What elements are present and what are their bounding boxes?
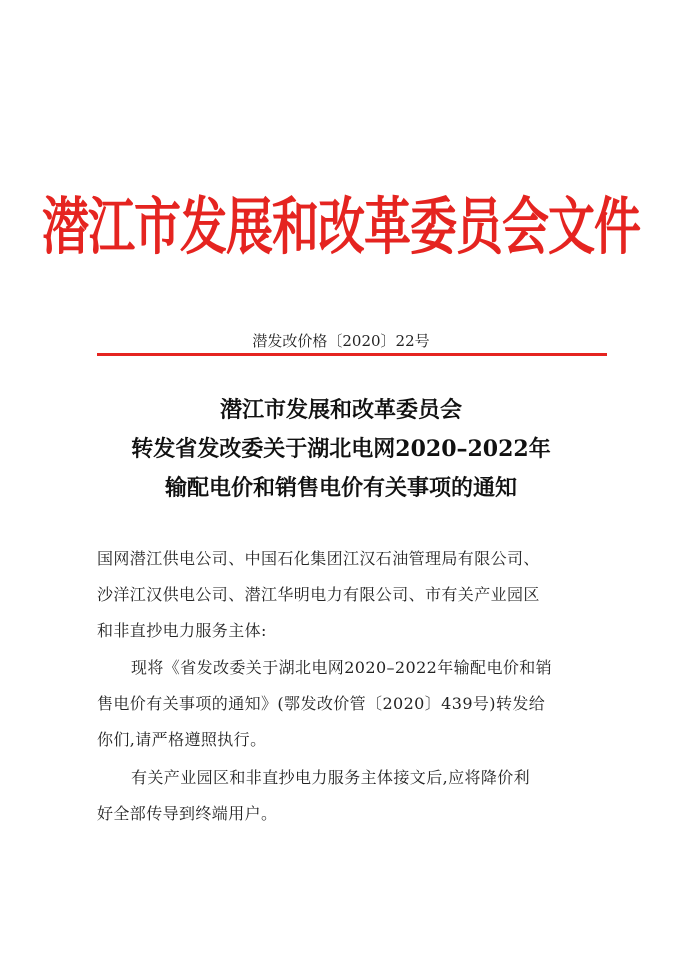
- body-paragraph-1-line-3: 你们,请严格遵照执行。: [97, 730, 267, 749]
- issuer-header: 潜江市发展和改革委员会文件: [42, 191, 640, 264]
- body-line-recipients-3: 和非直抄电力服务主体:: [97, 621, 267, 640]
- title-line-2: 转发省发改委关于湖北电网2020–2022年: [131, 436, 551, 462]
- document-number: 潜发改价格〔2020〕22号: [252, 332, 430, 350]
- body-line-recipients-1: 国网潜江供电公司、中国石化集团江汉石油管理局有限公司、: [97, 549, 540, 568]
- title-line-1: 潜江市发展和改革委员会: [219, 397, 462, 423]
- body-paragraph-1-line-1: 现将《省发改委关于湖北电网2020–2022年输配电价和销: [131, 658, 553, 677]
- body-line-recipients-2: 沙洋江汉供电公司、潜江华明电力有限公司、市有关产业园区: [97, 585, 540, 604]
- body-paragraph-1-line-2: 售电价有关事项的通知》(鄂发改价管〔2020〕439号)转发给: [97, 694, 546, 713]
- body-paragraph-2-line-1: 有关产业园区和非直抄电力服务主体接文后,应将降价利: [131, 768, 531, 787]
- body-paragraph-2-line-2: 好全部传导到终端用户。: [97, 804, 278, 823]
- title-line-3: 输配电价和销售电价有关事项的通知: [164, 475, 517, 501]
- red-divider-line: [97, 353, 607, 356]
